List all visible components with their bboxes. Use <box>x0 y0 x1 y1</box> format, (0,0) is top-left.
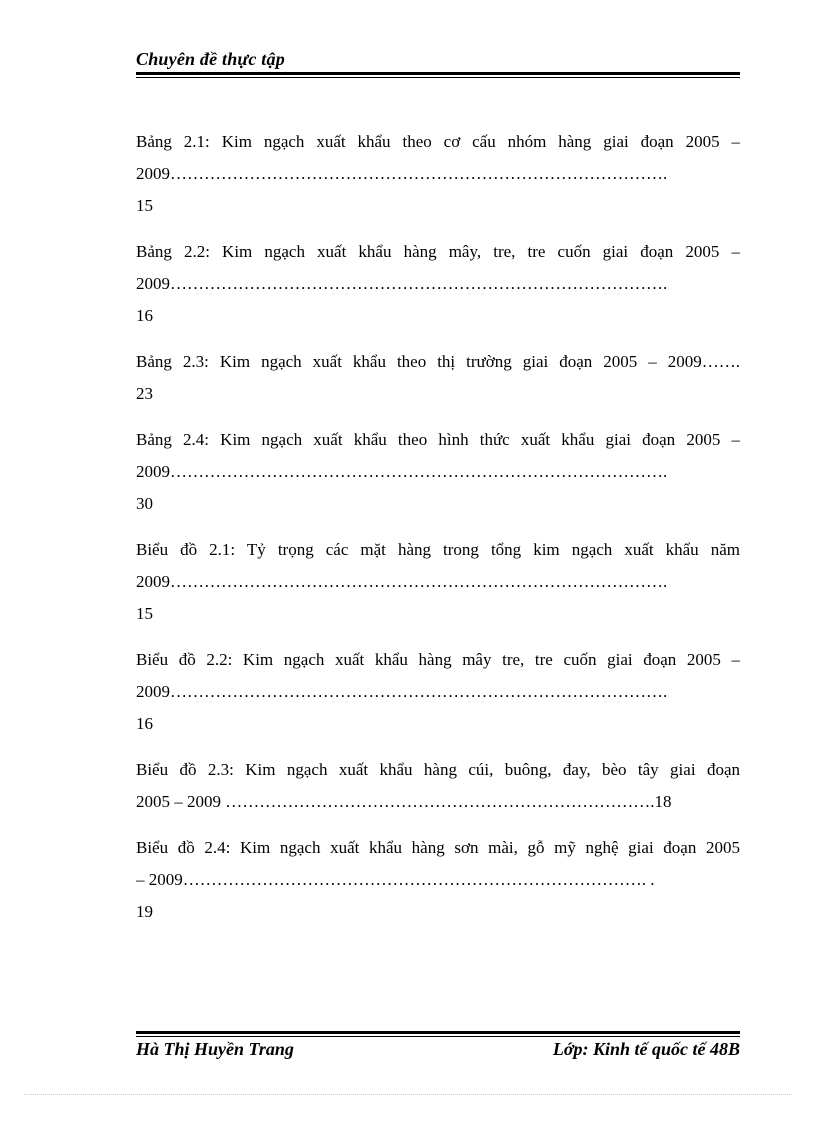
toc-entry-title: Biểu đồ 2.2: Kim ngạch xuất khẩu hàng mây tre, tre cuốn giai đoạn 2005 – <box>136 650 740 669</box>
toc-entry-page-number: 16 <box>136 714 153 733</box>
toc-entry-title: Bảng 2.3: Kim ngạch xuất khẩu theo thị trường giai đoạn 2005 – 2009……. <box>136 352 740 371</box>
toc-entry-page-number: 15 <box>136 196 153 215</box>
toc-entry-bieu-do-2-3 <box>136 754 740 818</box>
toc-entry-title: Biểu đồ 2.1: Tỷ trọng các mặt hàng trong tổng kim ngạch xuất khẩu năm <box>136 540 740 559</box>
toc-entry-bang-2-4 <box>136 424 740 520</box>
toc-entry-bieu-do-2-1 <box>136 534 740 630</box>
toc-entry-bieu-do-2-4 <box>136 832 740 928</box>
page-header-title: Chuyên đề thực tập <box>136 49 285 69</box>
toc-entry-bang-2-3 <box>136 346 740 410</box>
toc-entry-bang-2-2 <box>136 236 740 332</box>
toc-entry-leader: 2009……………………………………………………………………………. <box>136 682 668 701</box>
toc-entry-page-number: 15 <box>136 604 153 623</box>
header-divider <box>136 72 740 78</box>
toc-entry-title: Bảng 2.4: Kim ngạch xuất khẩu theo hình thức xuất khẩu giai đoạn 2005 – <box>136 430 740 449</box>
toc-entry-bieu-do-2-2 <box>136 644 740 740</box>
toc-entry-leader: 2009……………………………………………………………………………. <box>136 274 668 293</box>
toc-entry-leader: 2009……………………………………………………………………………. <box>136 462 668 481</box>
toc-entry-bang-2-1 <box>136 126 740 222</box>
toc-entry-page-number: 30 <box>136 494 153 513</box>
toc-entry-leader: 2005 – 2009 ………………………………………………………………….18 <box>136 792 672 811</box>
toc-entry-title: Biểu đồ 2.3: Kim ngạch xuất khẩu hàng cúi, buông, đay, bèo tây giai đoạn <box>136 760 740 779</box>
toc-entry-title: Bảng 2.1: Kim ngạch xuất khẩu theo cơ cấu nhóm hàng giai đoạn 2005 – <box>136 132 740 151</box>
table-of-figures <box>136 126 740 942</box>
footer-divider <box>136 1031 740 1037</box>
footer-class-label: Lớp: Kinh tế quốc tế 48B <box>552 1039 740 1059</box>
toc-entry-page-number: 19 <box>136 902 153 921</box>
page-bottom-dotted-border <box>24 1094 792 1095</box>
toc-entry-title: Bảng 2.2: Kim ngạch xuất khẩu hàng mây, tre, tre cuốn giai đoạn 2005 – <box>136 242 740 261</box>
footer-author: Hà Thị Huyền Trang <box>136 1039 294 1059</box>
toc-entry-leader: 2009……………………………………………………………………………. <box>136 164 668 183</box>
toc-entry-page-number: 16 <box>136 306 153 325</box>
toc-entry-title: Biểu đồ 2.4: Kim ngạch xuất khẩu hàng sơn mài, gỗ mỹ nghệ giai đoạn 2005 <box>136 838 740 857</box>
toc-entry-leader: 2009……………………………………………………………………………. <box>136 572 668 591</box>
toc-entry-leader: – 2009………………………………………………………………………. . <box>136 870 655 889</box>
toc-entry-page-number: 23 <box>136 384 153 403</box>
